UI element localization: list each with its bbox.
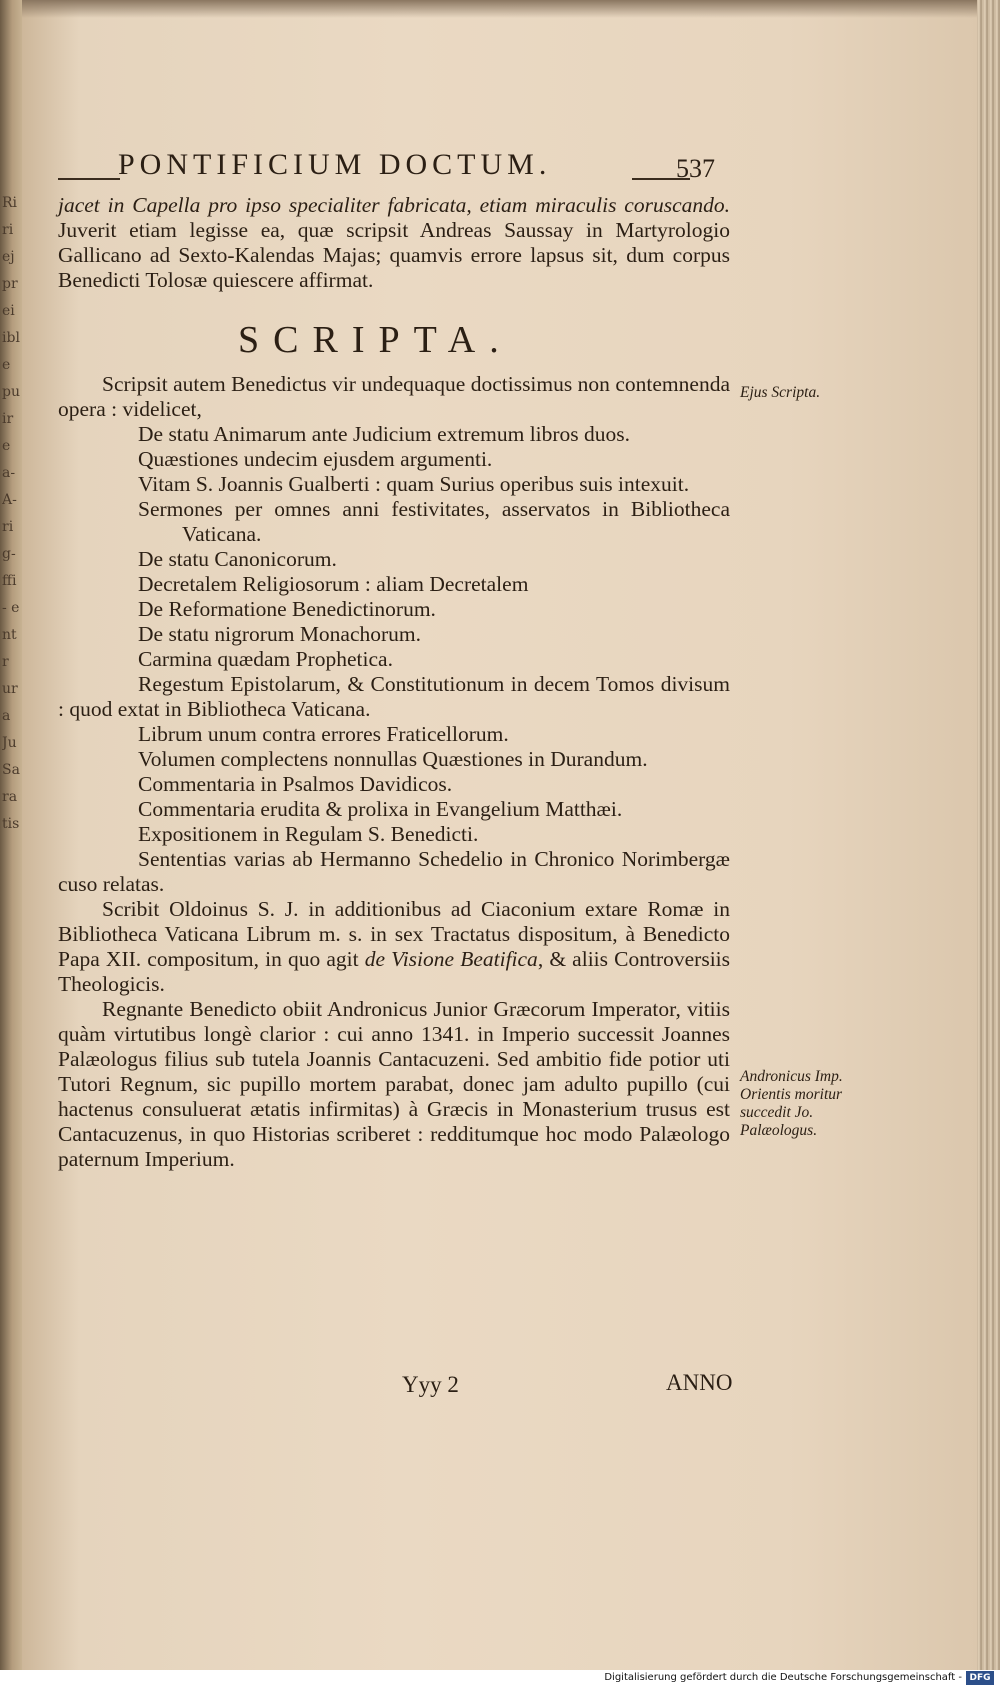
works-item: Commentaria erudita & prolixa in Evangelium Matthæi. — [138, 797, 623, 821]
works-item: Carmina quædam Prophetica. — [138, 647, 393, 671]
works-item: De statu Animarum ante Judicium extremum libros duos. — [138, 422, 631, 446]
facing-page-edge — [0, 0, 22, 1670]
works-item: Librum unum contra errores Fraticellorum. — [138, 722, 509, 746]
page-top-shadow — [22, 0, 977, 18]
intro-text: Juverit etiam legisse ea, quæ scripsit Andreas Saussay in Martyrologio Gallicano ad Sexto-Kalendas Majas; quamvis errore lapsus sit, dum corpus Benedicti Tolosæ quiescere affirmat. — [58, 218, 730, 292]
running-head: PONTIFICIUM DOCTUM. — [118, 148, 552, 181]
facing-page-fragments: Ri ri ej pr ei ible pu ire a- A- rig- ffi- entr ura Ju Sa ratis — [2, 195, 20, 832]
works-item: Vitam S. Joannis Gualberti : quam Surius operibus suis intexuit. — [138, 472, 690, 496]
works-item: Sermones per omnes anni festivitates, asservatos in Bibliotheca Vaticana. — [138, 497, 730, 546]
works-item: De statu nigrorum Monachorum. — [138, 622, 422, 646]
signature-mark: Yyy 2 — [402, 1372, 459, 1397]
oldoinus-paragraph: Scribit Oldoinus S. J. in additionibus ad Ciaconium extare Romæ in Bibliotheca Vaticana Librum m. s. in sex Tractatus dispositum, à Benedicto Papa XII. compositum, in quo agit de Visione Beatifica, & aliis Controversiis Theologicis. — [58, 897, 731, 996]
works-item: Quæstiones undecim ejusdem argumenti. — [138, 447, 493, 471]
page-stack-edge — [977, 0, 1000, 1670]
works-item-hanging: Regestum Epistolarum, & Constitutionum in decem Tomos divisum : quod extat in Bibliotheca Vaticana. — [58, 672, 730, 721]
marginal-note-andronicus: Andronicus Imp. Orientis moritur succedit Jo. Palæologus. — [740, 1068, 843, 1139]
works-item: Commentaria in Psalmos Davidicos. — [138, 772, 453, 796]
works-item: Expositionem in Regulam S. Benedicti. — [138, 822, 479, 846]
page-number: 537 — [676, 154, 715, 183]
oldoinus-italic: de Visione Beatifica — [364, 947, 538, 971]
dfg-logo: DFG — [966, 1671, 994, 1685]
works-item: Volumen complectens nonnullas Quæstiones in Durandum. — [138, 747, 648, 771]
catchword: ANNO — [666, 1370, 733, 1395]
digitization-credit: Digitalisierung gefördert durch die Deutsche Forschungsgemeinschaft - — [604, 1672, 962, 1683]
intro-italic: jacet in Capella pro ipso specialiter fabricata, etiam miraculis coruscando. — [58, 193, 730, 217]
scripta-section — [58, 372, 730, 1172]
works-list — [58, 422, 730, 897]
works-item-hanging: Sententias varias ab Hermanno Schedelio in Chronico Norimbergæ cuso relatas. — [58, 847, 730, 896]
section-heading: SCRIPTA. — [238, 319, 513, 361]
marginal-note-scripta: Ejus Scripta. — [740, 384, 821, 401]
works-item: Decretalem Religiosorum : aliam Decretalem — [138, 572, 529, 596]
scripta-intro: Scripsit autem Benedictus vir undequaque doctissimus non contemnenda opera : videlicet, — [58, 372, 730, 421]
intro-paragraph — [58, 193, 730, 293]
works-item: De Reformatione Benedictinorum. — [138, 597, 436, 621]
andronicus-paragraph: Regnante Benedicto obiit Andronicus Junior Græcorum Imperator, vitiis quàm virtutibus longè clarior : cui anno 1341. in Imperio successit Joannes Palæologus filius sub tutela Joannis Cantacuzeni. Sed ambitio fide potior uti Tutori Regnum, sic pupillo mortem parabat, donec jam adulto pupillo (cui hactenus consuluerat ætatis infirmitas) à Græcis in Monasterium trusus est Cantacuzenus, in quo Historias scriberet : redditumque hoc modo Palæologo paternum Imperium. — [58, 997, 730, 1171]
works-item: De statu Canonicorum. — [138, 547, 337, 571]
header-rule-left — [58, 178, 120, 180]
